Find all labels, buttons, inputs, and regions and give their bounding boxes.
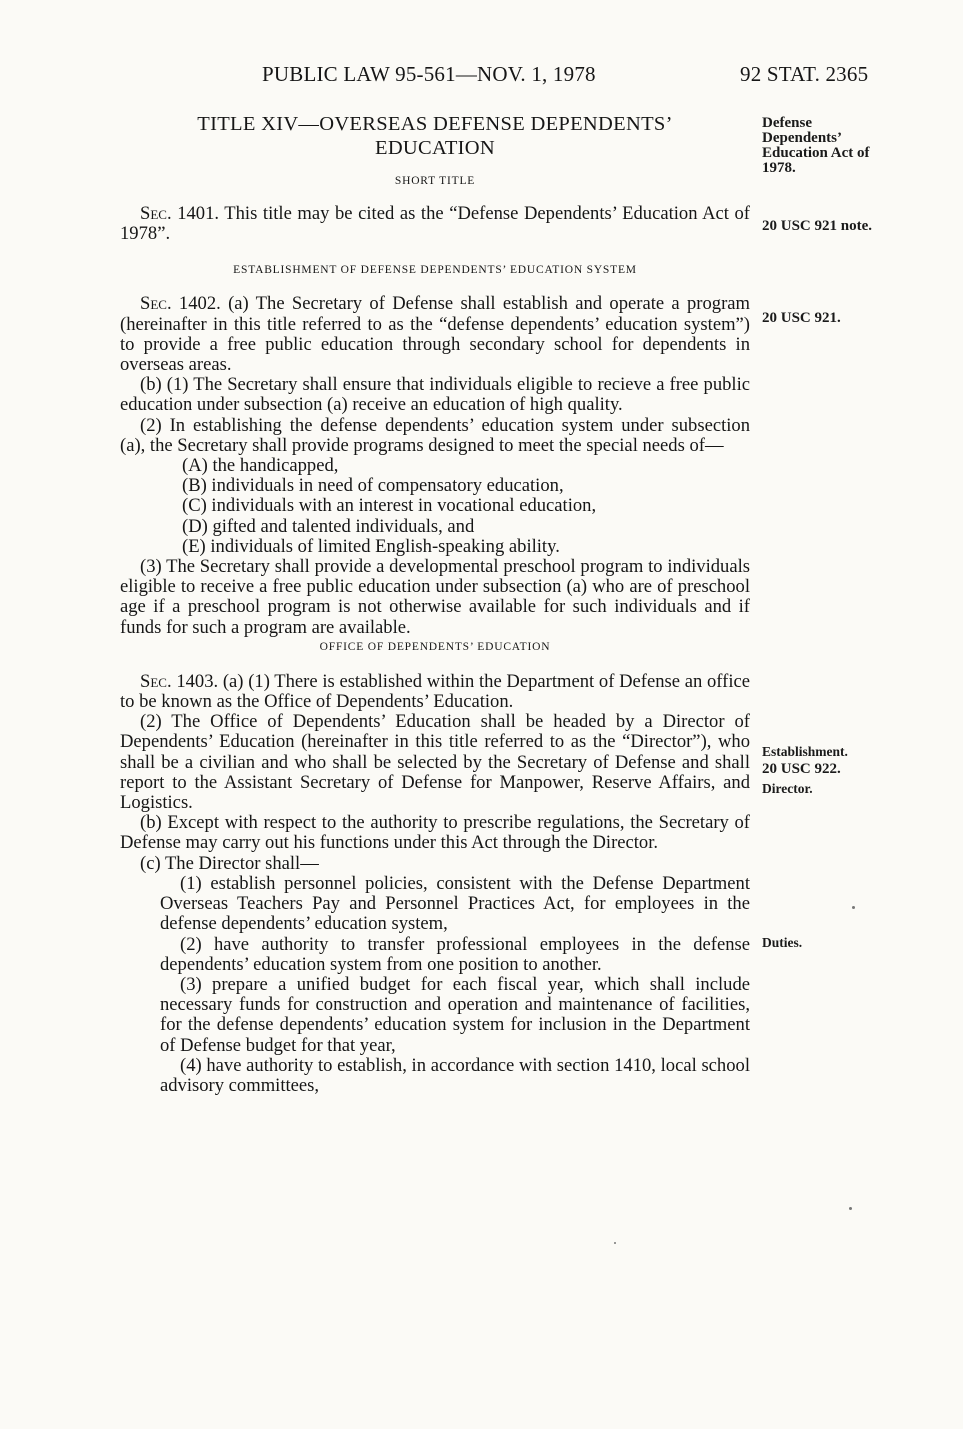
list-item: (E) individuals of limited English-speaking ability. (182, 535, 560, 557)
duty-item (120, 874, 750, 935)
sec-label: Sec. (140, 670, 172, 692)
duty-item (120, 975, 750, 1056)
section-1403-a2: (2) The Office of Dependents’ Education shall be headed by a Director of Dependents’ Education (hereinafter in this title referred to as the “Director”), who shall be a civilian and who shall be selected by the Secretary of Defense and shall report to the Assistant Secretary of Defense for Manpower, Reserve Affairs, and Logistics. (120, 711, 750, 814)
duty-text: (3) prepare a unified budget for each fiscal year, which shall include necessary funds for construction and operation and maintenance of facilities, for the defense dependents’ education system for inclusion in the Department of Defense budget for that year, (160, 973, 750, 1056)
margin-note-line: Education Act of (762, 145, 870, 161)
section-1402-a-text: 1402. (a) The Secretary of Defense shall establish and operate a program (hereinafter in this title referred to as the “defense dependents’ education system”) to provide a free public education through secondary school for dependents in overseas areas. (120, 293, 750, 376)
duty-item (120, 1056, 750, 1096)
list-item: (B) individuals in need of compensatory education, (182, 475, 564, 497)
margin-note-line: 1978. (762, 160, 796, 176)
margin-note-usc-note: 20 USC 921 note. (762, 218, 873, 234)
margin-note-establishment: Establishment. (762, 744, 848, 759)
sec-label: Sec. (140, 203, 172, 224)
section-1402-b1: (b) (1) The Secretary shall ensure that individuals eligible to recieve a free public education under subsection (a) receive an education of high quality. (120, 374, 750, 416)
list-item: (A) the handicapped, (182, 455, 339, 477)
section-1402-a (120, 294, 750, 375)
office-heading: OFFICE OF DEPENDENTS’ EDUCATION (319, 640, 551, 653)
scan-speck (849, 1207, 852, 1210)
title-line-1: TITLE XIV—OVERSEAS DEFENSE DEPENDENTS’ (197, 113, 673, 135)
running-head-stat-page: 92 STAT. 2365 (740, 62, 869, 86)
establishment-heading: ESTABLISHMENT OF DEFENSE DEPENDENTS’ EDUCATION SYSTEM (233, 264, 637, 277)
list-item: (C) individuals with an interest in vocational education, (182, 495, 597, 517)
margin-note-line: Defense (762, 115, 812, 131)
section-1403-a1-text: 1403. (a) (1) There is established within the Department of Defense an office to be known as the Office of Dependents’ Education. (120, 670, 750, 713)
section-1402-b3: (3) The Secretary shall provide a developmental preschool program to individuals eligible to receive a free public education under subsection (a) who are of preschool age if a preschool program is not otherwise available for such individuals and if funds for such a program are available. (120, 556, 750, 638)
title-line-2: EDUCATION (375, 137, 495, 159)
duty-text: (4) have authority to establish, in accordance with section 1410, local school advisory committees, (160, 1054, 750, 1096)
margin-note-usc-922: 20 USC 922. (762, 761, 841, 777)
list-item: (D) gifted and talented individuals, and (182, 515, 475, 537)
section-1402-b2: (2) In establishing the defense dependents’ education system under subsection (a), the Secretary shall provide programs designed to meet the special needs of— (120, 414, 750, 456)
margin-note-act-name (762, 116, 870, 176)
margin-note-director: Director. (762, 781, 813, 796)
duty-item (120, 935, 750, 975)
sec-label: Sec. (140, 293, 172, 315)
duty-text: (1) establish personnel policies, consistent with the Defense Department Overseas Teachers Pay and Personnel Practices Act, for employees in the defense dependents’ education system, (160, 872, 750, 935)
scan-speck (852, 906, 855, 909)
section-1403-a1 (120, 672, 750, 712)
margin-note-usc-921: 20 USC 921. (762, 310, 841, 326)
title-heading (120, 112, 750, 160)
main-text-column (120, 112, 750, 1096)
scan-speck (614, 1242, 616, 1244)
margin-note-line: Dependents’ (762, 130, 843, 146)
section-1401-paragraph (120, 204, 750, 244)
section-1403-c: (c) The Director shall— (140, 852, 319, 874)
short-title-heading: SHORT TITLE (394, 175, 476, 187)
duty-text: (2) have authority to transfer professional employees in the defense dependents’ education system from one position to another. (160, 933, 750, 975)
margin-note-duties: Duties. (762, 935, 803, 950)
section-1401-text: 1401. This title may be cited as the “Defense Dependents’ Education Act of 1978”. (120, 203, 750, 245)
section-1403-b: (b) Except with respect to the authority to prescribe regulations, the Secretary of Defense may carry out his functions under this Act through the Director. (120, 812, 750, 854)
running-head-citation: PUBLIC LAW 95-561—NOV. 1, 1978 (262, 62, 596, 86)
